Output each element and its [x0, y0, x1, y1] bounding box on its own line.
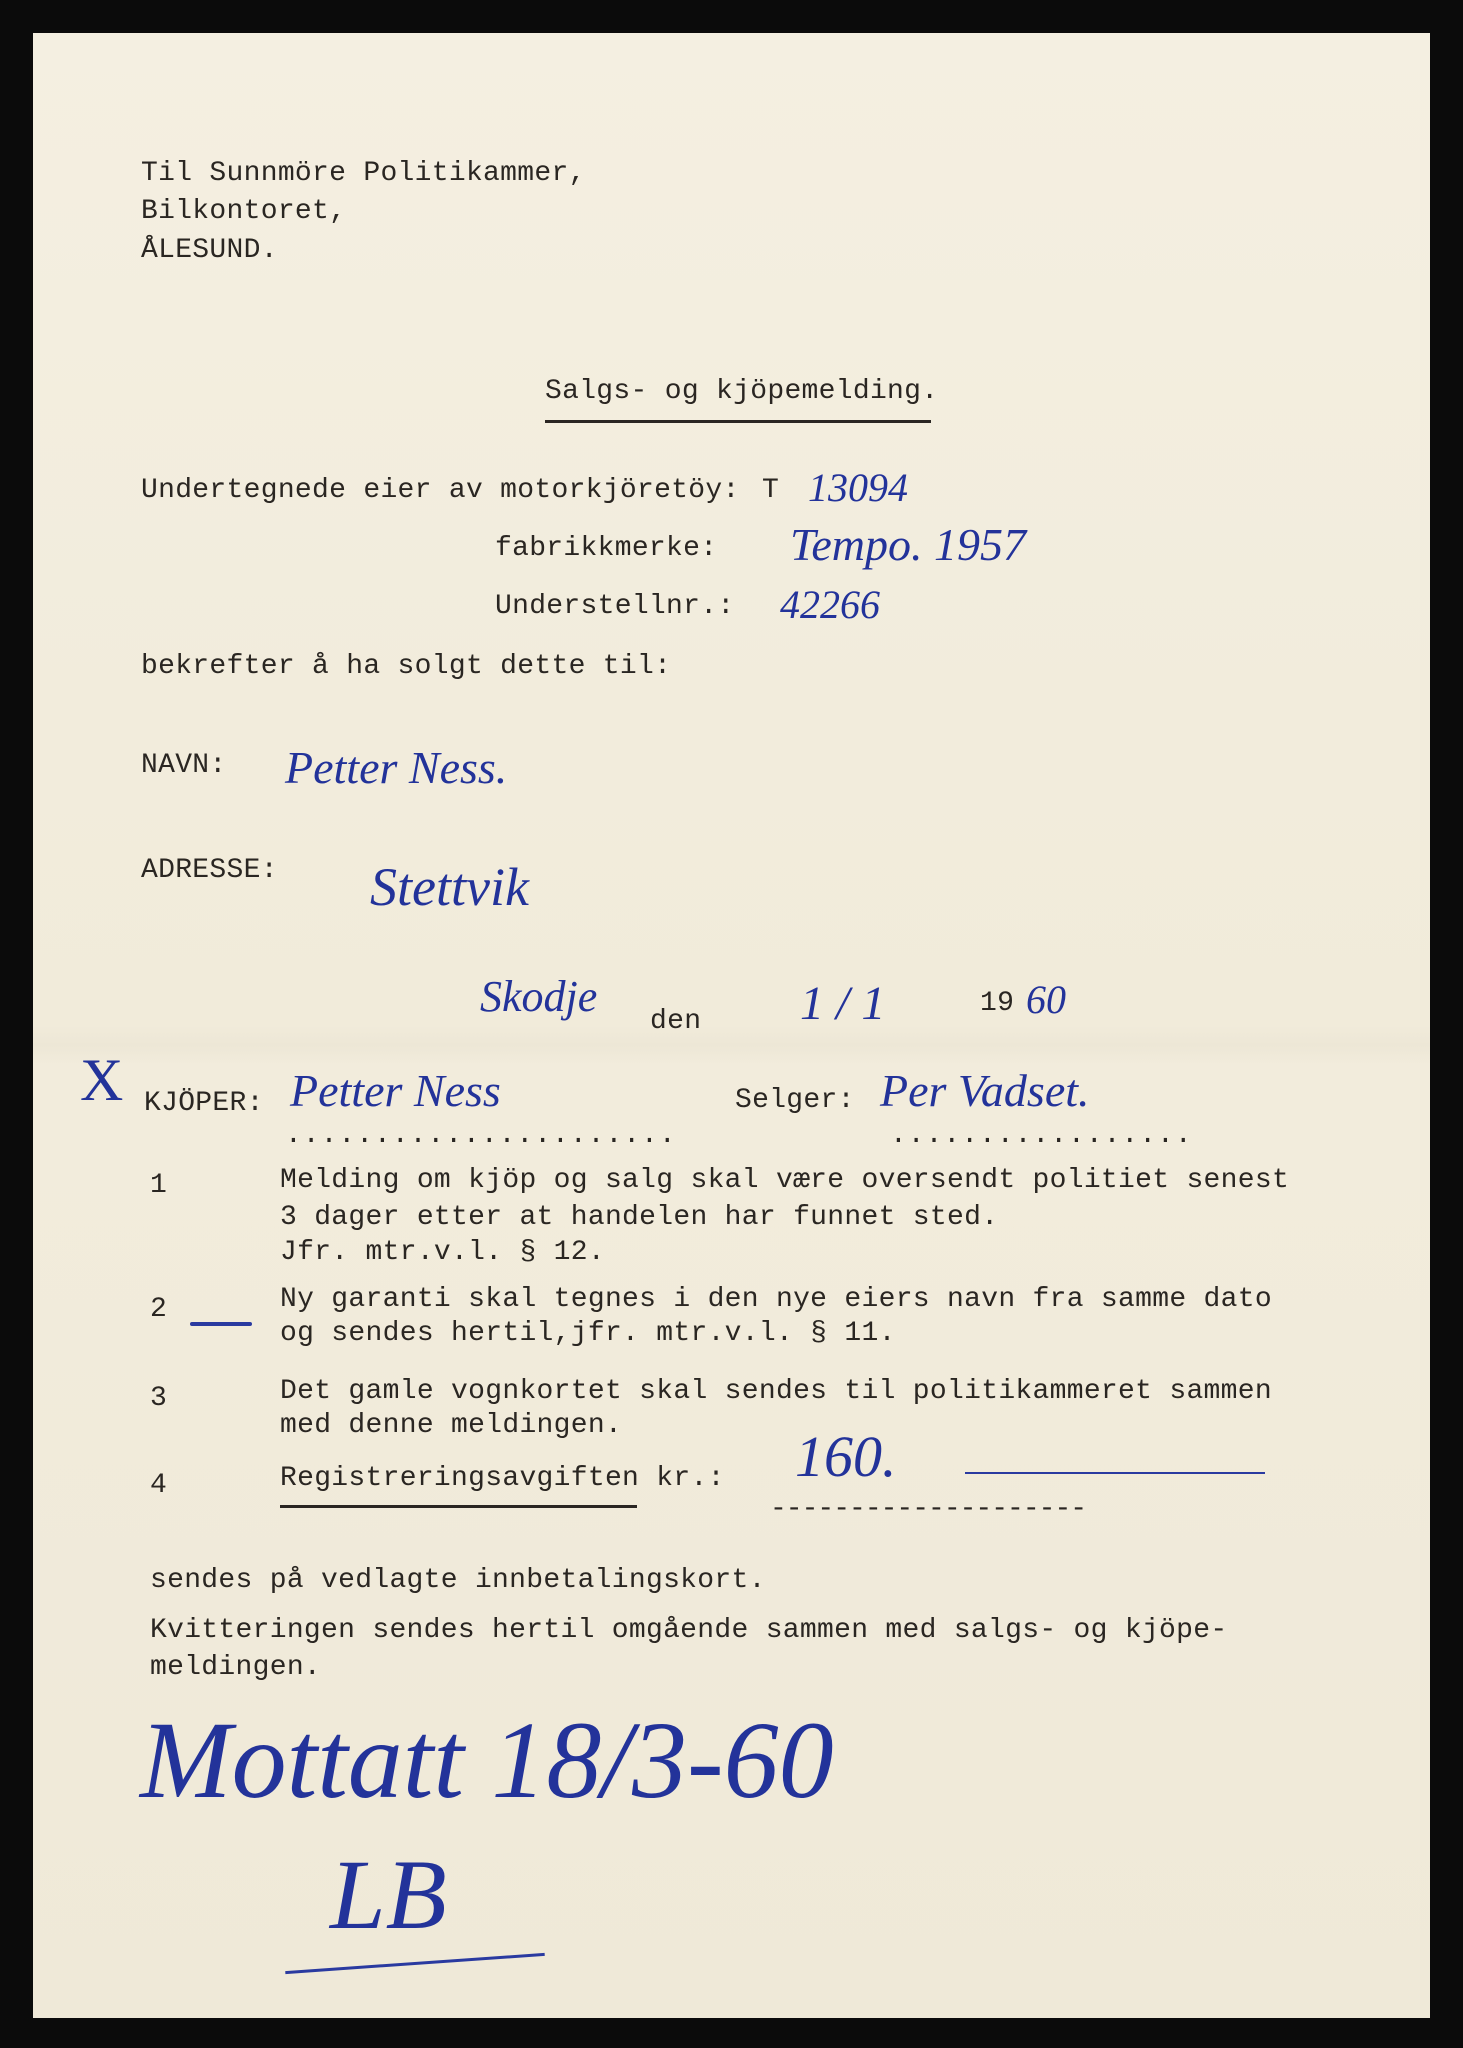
item-line: Ny garanti skal tegnes i den nye eiers navn fra samme dato [280, 1284, 1272, 1315]
item-line: Det gamle vognkortet skal sendes til politikammeret sammen [280, 1376, 1272, 1407]
item-number: 4 [150, 1470, 168, 1501]
chassis-label: Understellnr.: [495, 591, 735, 622]
cross-mark: X [80, 1047, 124, 1113]
item-line: med denne meldingen. [280, 1410, 623, 1441]
fee-value: 160. [795, 1424, 897, 1489]
buyer-name-value: Petter Ness. [285, 742, 508, 793]
item-line: Jfr. mtr.v.l. § 12. [280, 1237, 605, 1268]
seller-signature: Per Vadset. [880, 1065, 1090, 1116]
seller-signature-label: Selger: [735, 1085, 855, 1116]
footer-line-2: Kvitteringen sendes hertil omgående sammen med salgs- og kjöpe- [150, 1615, 1228, 1646]
document-title: Salgs- og kjöpemelding. [545, 376, 939, 407]
buyer-address-label: ADRESSE: [141, 855, 278, 886]
item-line: Registreringsavgiften kr.: [280, 1463, 725, 1494]
buyer-signature-label: KJÖPER: [144, 1088, 264, 1119]
date-year-printed: 19 [980, 988, 1015, 1019]
item-number: 2 [150, 1294, 168, 1325]
reg-prefix: T [762, 475, 780, 506]
date-den-label: den [650, 1006, 702, 1037]
item-4-underline [280, 1505, 637, 1508]
address-line-3: ÅLESUND. [141, 235, 278, 266]
reg-number: 13094 [808, 465, 908, 510]
date-day-month: 1 / 1 [800, 977, 886, 1030]
buyer-signature-line: ...................... [285, 1120, 677, 1151]
seller-signature-line: ................. [890, 1120, 1193, 1151]
title-underline [545, 420, 931, 423]
make-label: fabrikkmerke: [495, 533, 718, 564]
item-number: 3 [150, 1383, 168, 1414]
buyer-signature: Petter Ness [290, 1065, 501, 1116]
initials-signature: LB [330, 1839, 447, 1950]
fee-dashes: -------------------- [770, 1494, 1087, 1525]
item-line: 3 dager etter at handelen har funnet sted. [280, 1202, 999, 1233]
buyer-address-value: Stettvik [370, 857, 529, 917]
chassis-value: 42266 [780, 582, 880, 627]
footer-line-1: sendes på vedlagte innbetalingskort. [150, 1565, 766, 1596]
confirm-text: bekrefter å ha solgt dette til: [141, 651, 672, 682]
address-line-1: Til Sunnmöre Politikammer, [141, 158, 586, 189]
item-line: og sendes hertil,jfr. mtr.v.l. § 11. [280, 1318, 896, 1349]
address-line-2: Bilkontoret, [141, 196, 347, 227]
owner-label: Undertegnede eier av motorkjöretöy: [141, 475, 740, 506]
fee-pen-line [965, 1472, 1265, 1474]
pen-mark [190, 1322, 252, 1326]
item-number: 1 [150, 1170, 168, 1201]
buyer-name-label: NAVN: [141, 750, 227, 781]
received-note: Mottatt 18/3-60 [140, 1699, 834, 1821]
item-line: Melding om kjöp og salg skal være oversendt politiet senest [280, 1165, 1290, 1196]
footer-line-3: meldingen. [150, 1652, 322, 1683]
make-value: Tempo. 1957 [790, 519, 1026, 570]
date-place: Skodje [480, 972, 598, 1021]
date-year-hand: 60 [1026, 977, 1066, 1022]
